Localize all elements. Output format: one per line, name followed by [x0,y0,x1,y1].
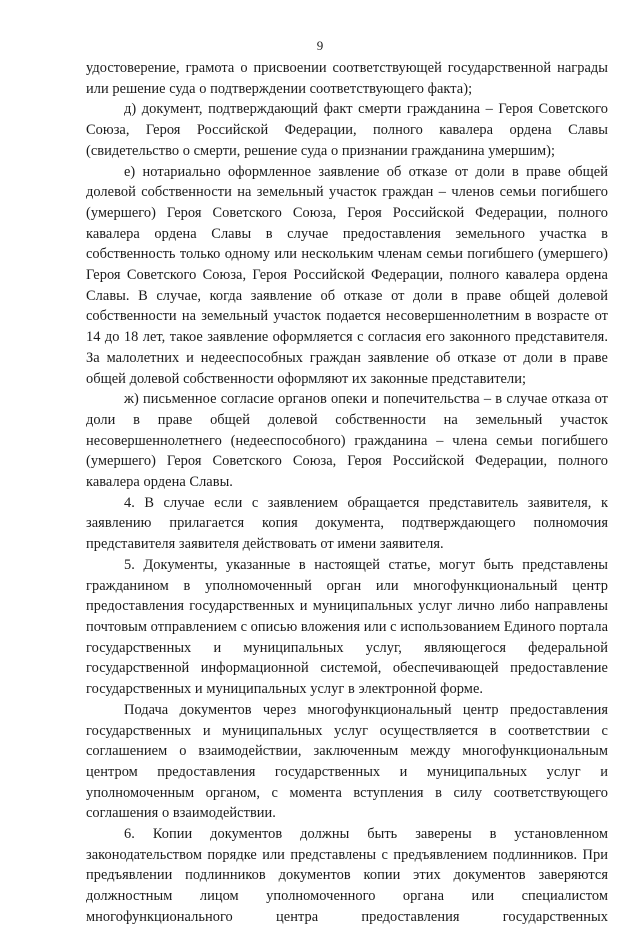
paragraph-item-zh: ж) письменное согласие органов опеки и попечительства – в случае отказа от доли в праве общей долевой собственности на земельный участок несовершеннолетнего (недееспособного) гражданина – члена семьи погибшего (умершего) Героя Советского Союза, Героя Российской Федерации, полного кавалера ордена Славы. [86,391,608,491]
paragraph-item-e: е) нотариально оформленное заявление об отказе от доли в праве общей долевой собственности на земельный участок граждан – членов семьи погибшего (умершего) Героя Советского Союза, Героя Российской Федерации, полного кавалера ордена Славы в случае предоставления земельного участка в собственность только одному или нескольким членам семьи погибшего (умершего) Героя Советского Союза, Героя Российской Федерации, полного кавалера ордена Славы. В случае, когда заявление об отказе от доли в праве общей долевой собственности на земельный участок подается несовершеннолетним в возрасте от 14 до 18 лет, такое заявление оформляется с согласия его законного представителя. За малолетних и недееспособных граждан заявление об отказе от доли в праве общей долевой собственности оформляют их законные представители; [86,163,608,387]
paragraph-section-5: 5. Документы, указанные в настоящей статье, могут быть представлены гражданином в уполномоченный орган или многофункциональный центр предоставления государственных и муниципальных услуг лично либо направлены почтовым отправлением с описью вложения или с использованием Единого портала государственных и муниципальных услуг, являющегося федеральной государственной информационной системой, обеспечивающей предоставление государственных и муниципальных услуг в электронной форме. [86,556,609,698]
page-number: 9 [316,38,324,53]
paragraph-submission-mfc: Подача документов через многофункциональный центр предоставления государственных и муниципальных услуг осуществляется в соответствии с соглашением о взаимодействии, заключенным между многофункциональным центром предоставления государственных и муниципальных услуг и уполномоченным органом, с момента вступления в силу соответствующего соглашения о взаимодействии. [86,701,608,822]
paragraph-section-4: 4. В случае если с заявлением обращается представитель заявителя, к заявлению прилагается копия документа, подтверждающего полномочия представителя заявителя действовать от имени заявителя. [86,494,608,553]
document-body [86,58,608,928]
paragraph-continuation: удостоверение, грамота о присвоении соответствующей государственной награды или решение суда о подтверждении соответствующего факта); [86,60,608,97]
paragraph-section-6: 6. Копии документов должны быть заверены в установленном законодательством порядке или представлены с предъявлением подлинников. При предъявлении подлинников документов копии этих документов заверяются должностным лицом уполномоченного органа или специалистом многофункционального центра предоставления государственных [86,826,608,925]
paragraph-item-d: д) документ, подтверждающий факт смерти гражданина – Героя Советского Союза, Героя Российской Федерации, полного кавалера ордена Славы (свидетельство о смерти, решение суда о признании гражданина умершим); [86,101,608,159]
